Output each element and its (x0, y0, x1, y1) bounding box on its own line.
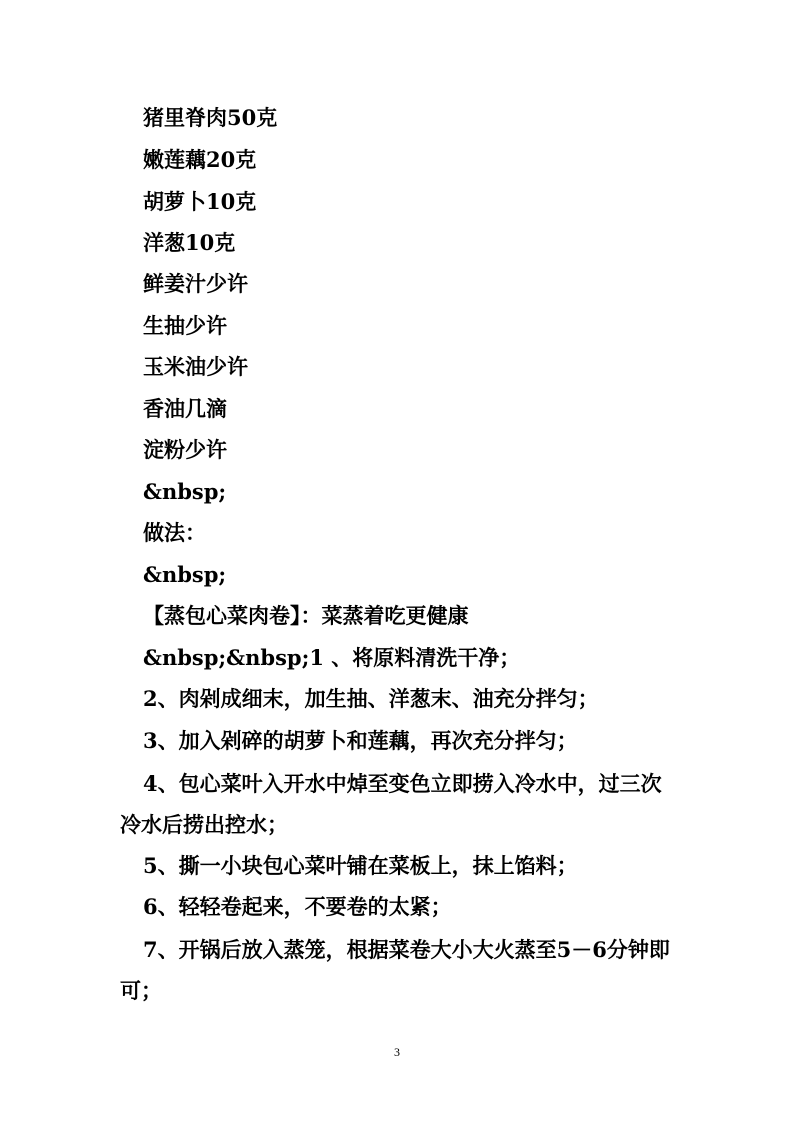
step-line: 2、肉剁成细末，加生抽、洋葱末、油充分拌匀； (143, 686, 599, 711)
step-line: 7、开锅后放入蒸笼，根据菜卷大小大火蒸至5－6分钟即可； (120, 937, 670, 1003)
step-line: 3、加入剁碎的胡萝卜和莲藕，再次充分拌匀； (143, 728, 578, 753)
page-number: 3 (394, 1045, 400, 1059)
step-line: 6、轻轻卷起来，不要卷的太紧； (143, 894, 452, 919)
ingredient-line: 淀粉少许 (143, 437, 227, 462)
ingredient-line: 胡萝卜10克 (143, 189, 257, 214)
ingredient-line: 猪里脊肉50克 (143, 105, 278, 130)
ingredient-line: 洋葱10克 (143, 230, 236, 255)
spacer-line: &nbsp; (143, 562, 227, 587)
ingredient-line: 嫩莲藕20克 (143, 147, 257, 172)
ingredient-line: 玉米油少许 (143, 354, 248, 379)
ingredient-line: 生抽少许 (143, 313, 227, 338)
spacer-line: &nbsp; (143, 479, 227, 504)
recipe-title: 【蒸包心菜肉卷】：菜蒸着吃更健康 (143, 603, 469, 628)
ingredient-line: 鲜姜汁少许 (143, 271, 248, 296)
step-line: 4、包心菜叶入开水中焯至变色立即捞入冷水中，过三次冷水后捞出控水； (120, 771, 662, 837)
method-heading: 做法： (143, 520, 206, 545)
ingredient-line: 香油几滴 (143, 396, 227, 421)
step-line: 5、撕一小块包心菜叶铺在菜板上，抹上馅料； (143, 853, 578, 878)
step-line: &nbsp;&nbsp;1 、将原料清洗干净； (143, 645, 521, 670)
